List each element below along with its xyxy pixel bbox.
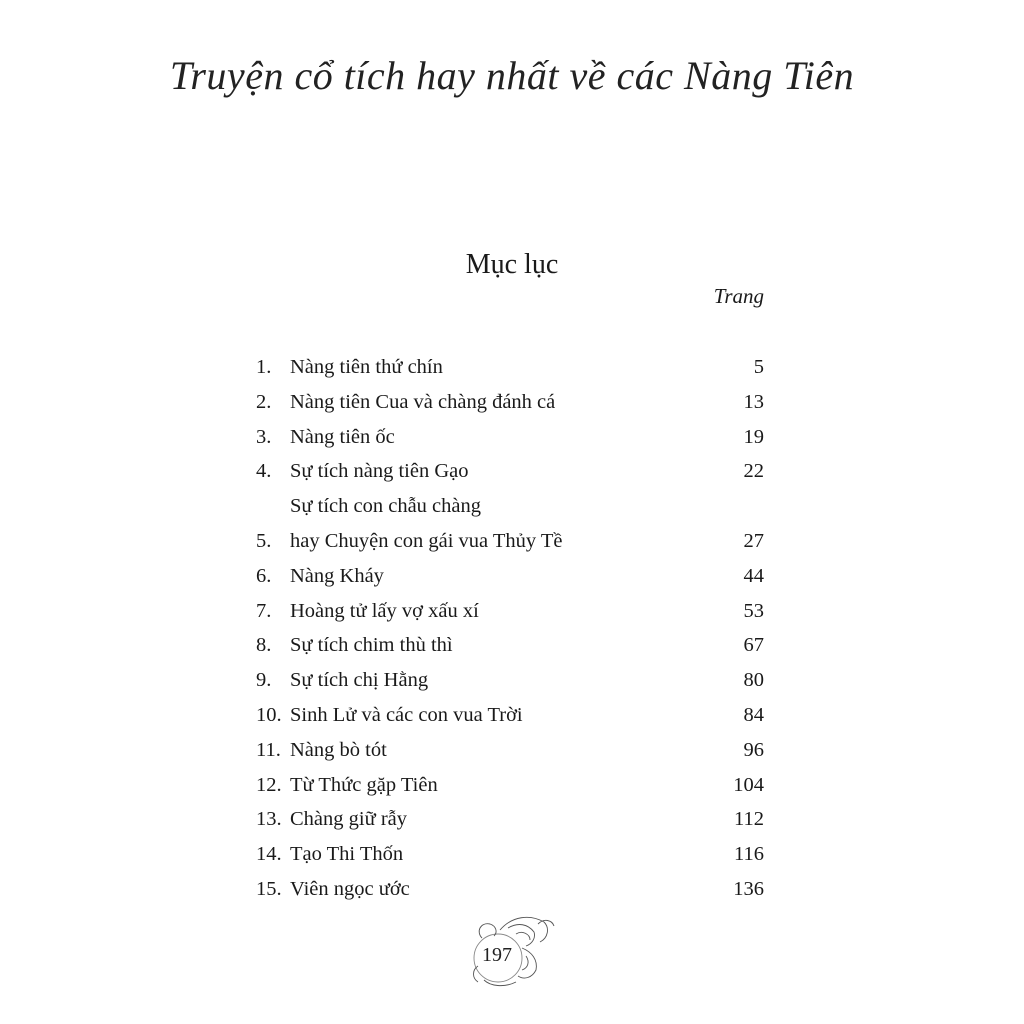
toc-entry-title bbox=[290, 454, 704, 489]
toc-entry bbox=[256, 489, 764, 559]
toc-title: Mục lục bbox=[465, 248, 559, 280]
toc-entry-title bbox=[290, 663, 704, 698]
toc-entry-number: 1. bbox=[256, 356, 272, 378]
toc-entry-title-line: Nàng tiên ốc bbox=[290, 425, 395, 448]
toc-entry-title bbox=[290, 802, 704, 837]
toc-entry-title-line: Nàng tiên Cua và chàng đánh cá bbox=[290, 390, 556, 413]
toc-entry-title bbox=[290, 628, 704, 663]
toc-list bbox=[256, 350, 764, 907]
toc-entry-title bbox=[290, 350, 704, 385]
toc-entry-title bbox=[290, 420, 704, 455]
toc-entry-title-line: Hoàng tử lấy vợ xấu xí bbox=[290, 599, 479, 622]
toc-entry-page: 67 bbox=[743, 634, 764, 657]
toc-entry-page: 116 bbox=[734, 843, 764, 866]
toc-entry bbox=[256, 559, 764, 594]
toc-entry-title bbox=[290, 594, 704, 629]
toc-entry-page: 5 bbox=[753, 356, 764, 378]
toc-entry bbox=[256, 768, 764, 803]
page-number: 197 bbox=[482, 944, 512, 966]
running-header-title: Truyện cổ tích hay nhất về các Nàng Tiên bbox=[169, 53, 855, 98]
toc-entry-number: 5. bbox=[256, 529, 272, 552]
toc-entry bbox=[256, 350, 764, 385]
toc-entry-title-line: Chàng giữ rẫy bbox=[290, 808, 408, 831]
toc-entry bbox=[256, 698, 764, 733]
toc-entry-title bbox=[290, 837, 704, 872]
toc-entry-page: 112 bbox=[734, 808, 764, 831]
toc-entry bbox=[256, 385, 764, 420]
toc-entry-title-line: Sinh Lử và các con vua Trời bbox=[290, 703, 523, 726]
toc-entry-page: 27 bbox=[743, 529, 764, 552]
toc-entry-title-line: Nàng tiên thứ chín bbox=[290, 356, 443, 378]
toc-entry-title-line: Sự tích con chẫu chàng bbox=[290, 495, 481, 518]
toc-entry-page: 13 bbox=[743, 390, 764, 413]
toc-entry bbox=[256, 872, 764, 907]
toc-entry-title-line: Từ Thức gặp Tiên bbox=[290, 773, 438, 796]
toc-entry-page: 136 bbox=[733, 877, 764, 900]
toc-entry-title bbox=[290, 385, 704, 420]
toc-entry-number: 14. bbox=[256, 843, 282, 866]
toc-entry bbox=[256, 802, 764, 837]
toc-entry bbox=[256, 733, 764, 768]
toc-entry-title bbox=[290, 489, 704, 559]
toc-entry-page: 53 bbox=[743, 599, 764, 622]
toc-entry-number: 12. bbox=[256, 773, 282, 796]
toc-entry-title-line: Sự tích chim thù thì bbox=[290, 634, 453, 657]
toc-entry-page: 44 bbox=[743, 564, 764, 587]
toc-entry-title bbox=[290, 698, 704, 733]
toc-entry-number: 13. bbox=[256, 808, 282, 831]
toc-entry bbox=[256, 454, 764, 489]
toc-entry bbox=[256, 837, 764, 872]
toc-entry-title-line: Tạo Thi Thốn bbox=[290, 843, 404, 866]
toc-entry-title-line: Nàng Kháy bbox=[290, 564, 384, 587]
toc-entry-title bbox=[290, 768, 704, 803]
toc-entry-title bbox=[290, 733, 704, 768]
toc-entry-title-line: Sự tích nàng tiên Gạo bbox=[290, 460, 469, 483]
toc-entry bbox=[256, 420, 764, 455]
toc-entry-title-line: hay Chuyện con gái vua Thủy Tề bbox=[290, 529, 563, 552]
toc-entry-number: 8. bbox=[256, 634, 272, 657]
toc-entry-page: 22 bbox=[743, 460, 764, 483]
toc-entry-title bbox=[290, 872, 704, 907]
toc-entry-title-line: Sự tích chị Hằng bbox=[290, 669, 429, 692]
toc-entry-number: 15. bbox=[256, 877, 282, 900]
page-column-label: Trang bbox=[713, 284, 764, 308]
toc-entry-title bbox=[290, 559, 704, 594]
toc-entry-page: 84 bbox=[743, 703, 764, 726]
toc-entry-number: 7. bbox=[256, 599, 272, 622]
toc-entry-page: 96 bbox=[743, 738, 764, 761]
toc-entry-page: 19 bbox=[743, 425, 764, 448]
toc-entry-title-line: Viên ngọc ước bbox=[290, 877, 410, 900]
toc-entry-number: 10. bbox=[256, 703, 282, 726]
toc-entry-title-line: Nàng bò tót bbox=[290, 738, 387, 761]
toc-entry-number: 6. bbox=[256, 564, 272, 587]
toc-entry-number: 3. bbox=[256, 425, 272, 448]
toc-entry bbox=[256, 594, 764, 629]
toc-entry bbox=[256, 663, 764, 698]
toc-entry-number: 11. bbox=[256, 738, 281, 761]
toc-entry bbox=[256, 628, 764, 663]
toc-entry-page: 80 bbox=[743, 669, 764, 692]
toc-entry-number: 9. bbox=[256, 669, 272, 692]
toc-entry-number: 4. bbox=[256, 460, 272, 483]
toc-entry-page: 104 bbox=[733, 773, 764, 796]
toc-entry-number: 2. bbox=[256, 390, 272, 413]
